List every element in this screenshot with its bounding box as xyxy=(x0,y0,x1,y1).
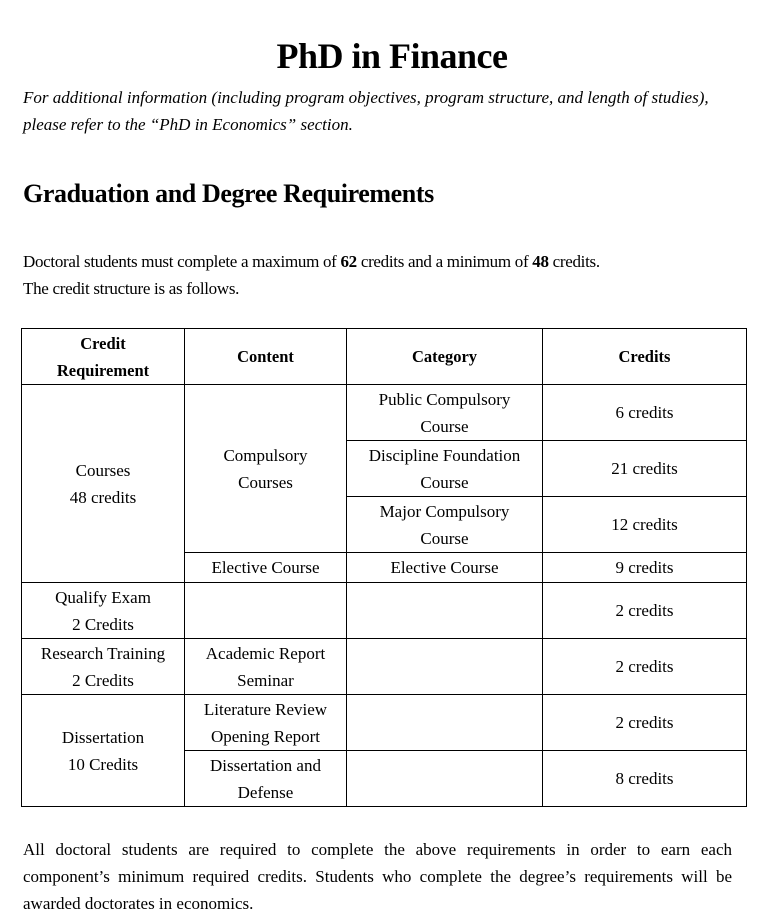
cell-content xyxy=(185,751,347,807)
closing-paragraph: All doctoral students are required to complete the above requirements in order to earn each component’s minimum required credits. Students who complete the degree’s requirements will be awarded doctorates in economics. xyxy=(23,840,732,913)
cell-text: Academic Report xyxy=(205,643,326,663)
cell-text: Major Compulsory xyxy=(379,501,510,521)
cell-text: Public Compulsory xyxy=(378,389,511,409)
cell-text: Courses xyxy=(75,460,131,480)
cell-text: Compulsory xyxy=(223,445,308,465)
table-row xyxy=(22,583,747,639)
credits-text-part1: Doctoral students must complete a maximum of xyxy=(23,252,341,271)
header-text: Requirement xyxy=(56,360,150,380)
cell-credits: 2 credits xyxy=(543,695,747,751)
cell-text: Course xyxy=(420,528,469,548)
cell-content xyxy=(185,695,347,751)
section-heading: Graduation and Degree Requirements xyxy=(23,179,434,208)
cell-category xyxy=(347,751,543,807)
cell-category xyxy=(347,385,543,441)
cell-qualify-exam-requirement xyxy=(22,583,185,639)
cell-credits: 12 credits xyxy=(543,497,747,553)
header-credits: Credits xyxy=(543,329,747,385)
cell-content: Elective Course xyxy=(185,553,347,583)
cell-text: Courses xyxy=(238,472,293,492)
cell-text: 48 credits xyxy=(69,487,137,507)
cell-category xyxy=(347,497,543,553)
cell-category xyxy=(347,695,543,751)
cell-credits: 9 credits xyxy=(543,553,747,583)
header-content: Content xyxy=(185,329,347,385)
cell-text: Seminar xyxy=(237,670,294,690)
cell-text: 10 Credits xyxy=(67,754,139,774)
cell-credits: 6 credits xyxy=(543,385,747,441)
cell-text: Defense xyxy=(237,782,294,802)
cell-category: Elective Course xyxy=(347,553,543,583)
cell-text: Discipline Foundation xyxy=(368,445,521,465)
page-title: PhD in Finance xyxy=(276,36,508,77)
cell-text: Opening Report xyxy=(210,726,321,746)
table-row xyxy=(22,385,747,441)
header-credit-requirement xyxy=(22,329,185,385)
cell-text: Course xyxy=(420,416,469,436)
cell-content xyxy=(185,583,347,639)
cell-credits: 21 credits xyxy=(543,441,747,497)
cell-compulsory-courses xyxy=(185,385,347,553)
cell-text: 2 Credits xyxy=(72,614,134,634)
cell-credits: 8 credits xyxy=(543,751,747,807)
cell-courses-requirement xyxy=(22,385,185,583)
cell-credits: 2 credits xyxy=(543,639,747,695)
cell-category xyxy=(347,441,543,497)
header-text: Credit xyxy=(80,333,126,353)
cell-credits: 2 credits xyxy=(543,583,747,639)
cell-category xyxy=(347,639,543,695)
credits-text-line2: The credit structure is as follows. xyxy=(23,279,240,298)
cell-research-training-requirement xyxy=(22,639,185,695)
credits-text-part3: credits. xyxy=(548,252,600,271)
intro-paragraph: For additional information (including program objectives, program structure, and length of studies), please refer to the “PhD in Economics” section. xyxy=(23,88,709,134)
credit-structure-table xyxy=(21,328,747,807)
cell-dissertation-requirement xyxy=(22,695,185,807)
min-credits-value: 48 xyxy=(532,252,549,271)
cell-text: Literature Review xyxy=(203,699,328,719)
cell-text: Qualify Exam xyxy=(55,587,151,607)
credits-paragraph xyxy=(23,248,763,302)
table-row xyxy=(22,639,747,695)
cell-text: Research Training xyxy=(40,643,166,663)
credits-text-part2: credits and a minimum of xyxy=(356,252,533,271)
table-row xyxy=(22,695,747,751)
table-header-row xyxy=(22,329,747,385)
max-credits-value: 62 xyxy=(340,252,357,271)
cell-content xyxy=(185,639,347,695)
header-category: Category xyxy=(347,329,543,385)
cell-text: Dissertation and xyxy=(210,755,321,775)
cell-text: 2 Credits xyxy=(72,670,134,690)
cell-category xyxy=(347,583,543,639)
cell-text: Course xyxy=(420,472,469,492)
cell-text: Dissertation xyxy=(61,727,145,747)
